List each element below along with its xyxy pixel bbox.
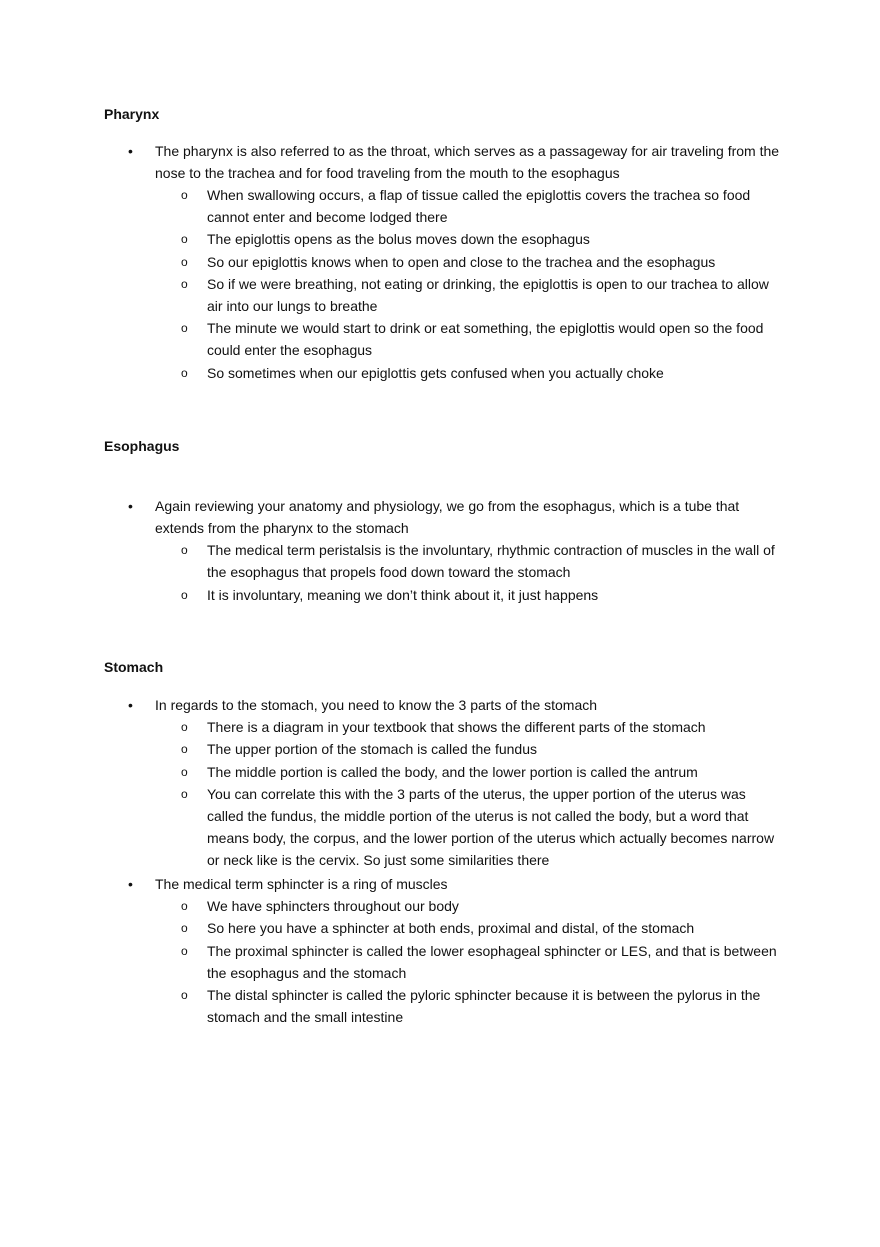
bullet-item: • The medical term sphincter is a ring of muscles <box>155 873 785 895</box>
sub-bullet-item: o The medical term peristalsis is the involuntary, rhythmic contraction of muscles in the wall of the esophagus that propels food down toward the stomach <box>207 539 785 583</box>
sub-bullet-item: o So if we were breathing, not eating or drinking, the epiglottis is open to our trachea to allow air into our lungs to breathe <box>207 273 785 317</box>
sub-bullet-item: o The distal sphincter is called the pyloric sphincter because it is between the pylorus in the stomach and the small intestine <box>207 984 785 1028</box>
sub-bullet-item: o The middle portion is called the body, and the lower portion is called the antrum <box>207 761 785 783</box>
sub-bullet-item: o It is involuntary, meaning we don’t think about it, it just happens <box>207 584 785 606</box>
sub-bullet-item: o You can correlate this with the 3 parts of the uterus, the upper portion of the uterus was called the fundus, the middle portion of the uterus is not called the body, but a word that means body, the corpus, and the lower portion of the uterus which actually becomes narrow or neck like is the cervix. So just some similarities there <box>207 783 785 871</box>
sub-bullet-item: o When swallowing occurs, a flap of tissue called the epiglottis covers the trachea so food cannot enter and become lodged there <box>207 184 785 228</box>
sub-bullet-item: o The upper portion of the stomach is called the fundus <box>207 738 785 760</box>
bullet-item: • The pharynx is also referred to as the throat, which serves as a passageway for air traveling from the nose to the trachea and for food traveling from the mouth to the esophagus <box>155 140 785 184</box>
sub-bullet-item: o So our epiglottis knows when to open and close to the trachea and the esophagus <box>207 251 785 273</box>
sub-bullet-item: o We have sphincters throughout our body <box>207 895 785 917</box>
sub-bullet-item: o So here you have a sphincter at both ends, proximal and distal, of the stomach <box>207 917 785 939</box>
bullet-item: • In regards to the stomach, you need to know the 3 parts of the stomach <box>155 694 785 716</box>
sub-bullet-item: o The proximal sphincter is called the lower esophageal sphincter or LES, and that is between the esophagus and the stomach <box>207 940 785 984</box>
sub-bullet-item: o The minute we would start to drink or eat something, the epiglottis would open so the food could enter the esophagus <box>207 317 785 361</box>
sub-bullet-item: o There is a diagram in your textbook that shows the different parts of the stomach <box>207 716 785 738</box>
section-heading-esophagus: Esophagus <box>104 438 180 454</box>
sub-bullet-item: o So sometimes when our epiglottis gets confused when you actually choke <box>207 362 785 384</box>
section-heading-stomach: Stomach <box>104 659 164 675</box>
sub-bullet-item: o The epiglottis opens as the bolus moves down the esophagus <box>207 228 785 250</box>
section-heading-pharynx: Pharynx <box>104 106 160 122</box>
bullet-item: • Again reviewing your anatomy and physiology, we go from the esophagus, which is a tube that extends from the pharynx to the stomach <box>155 495 785 539</box>
